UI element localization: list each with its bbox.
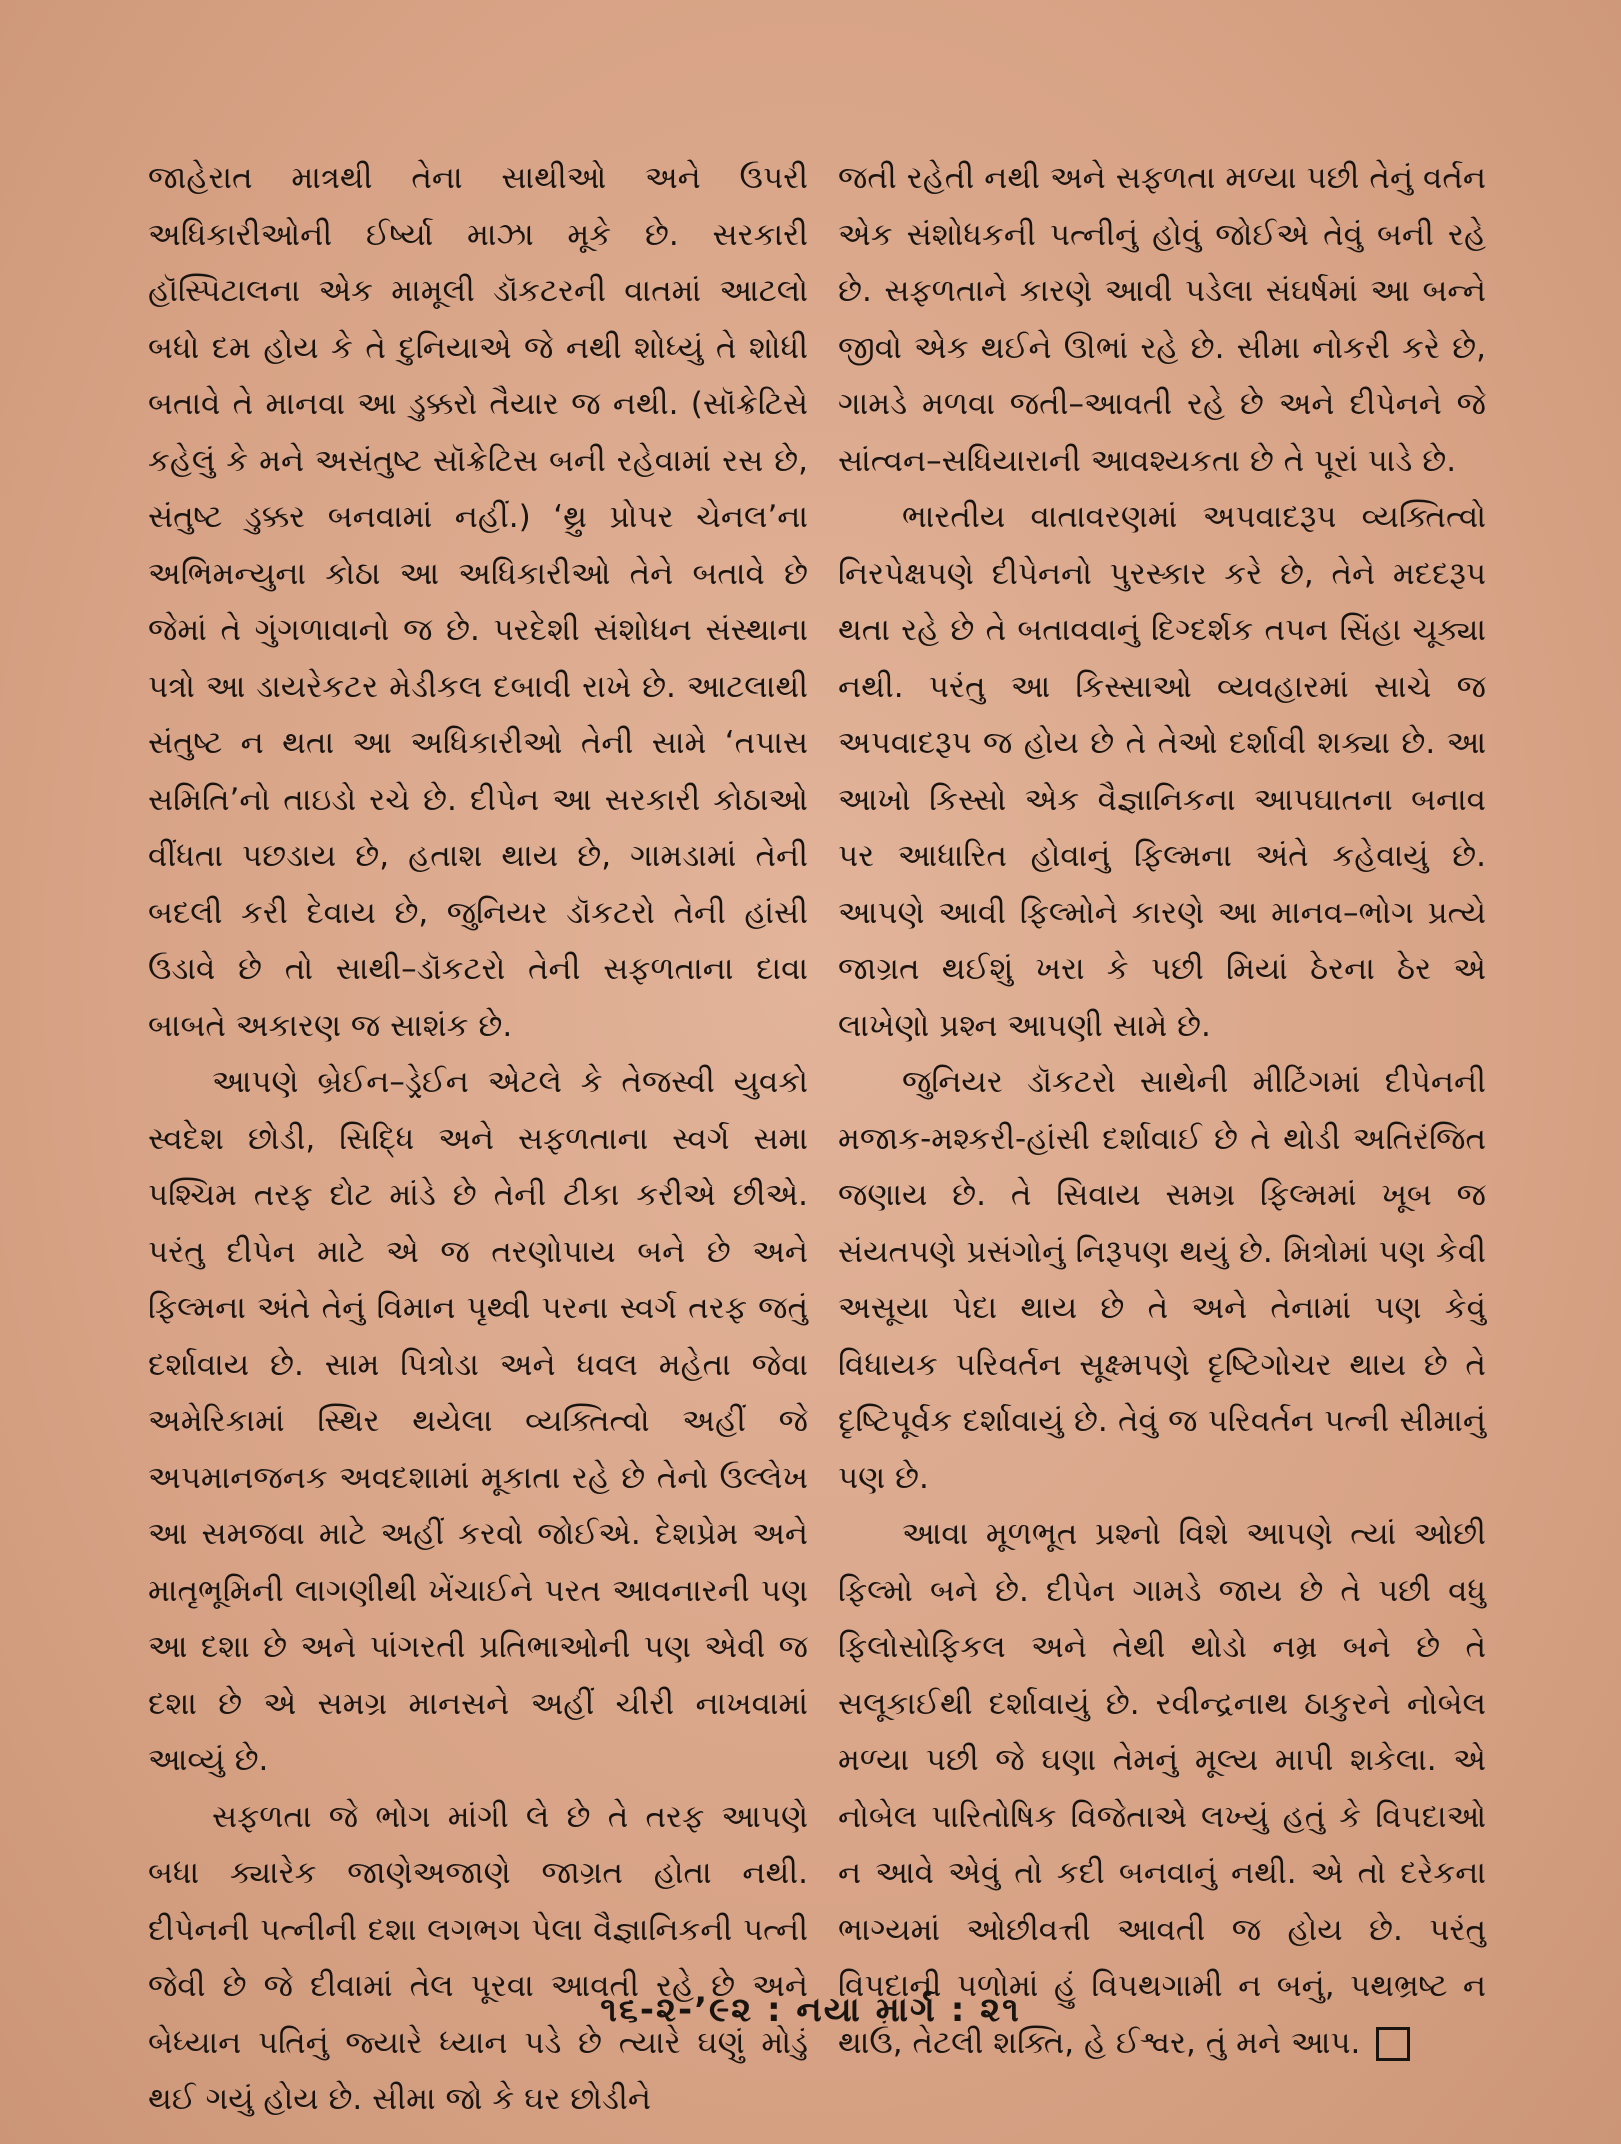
paragraph: આપણે બ્રેઈન–ડ્રેઈન એટલે કે તેજસ્વી યુવકો સ્વદેશ છોડી, સિદ્ધિ અને સફળતાના સ્વર્ગ સમા પશ્ચિમ તરફ દોટ માંડે છે તેની ટીકા કરીએ છીએ. પરંતુ દીપેન માટે એ જ તરણોપાય બને છે અને ફિલ્મના અંતે તેનું વિમાન પૃથ્વી પરના સ્વર્ગ તરફ જતું દર્શાવાય છે. સામ પિત્રોડા અને ધવલ મહેતા જેવા અમેરિકામાં સ્થિર થયેલા વ્યક્તિત્વો અહીં જે અપમાનજનક અવદશામાં મૂકાતા રહે છે તેનો ઉલ્લેખ આ સમજવા માટે અહીં કરવો જોઈએ. દેશપ્રેમ અને માતૃભૂમિની લાગણીથી ખેંચાઈને પરત આવનારની પણ આ દશા છે અને પાંગરતી પ્રતિભાઓની પણ એવી જ દશા છે એ સમગ્ર માનસને અહીં ચીરી નાખવામાં આવ્યું છે.	[148, 1064, 808, 1778]
paragraph: જુનિયર ડૉકટરો સાથેની મીટિંગમાં દીપેનની મજાક-મશ્કરી-હાંસી દર્શાવાઈ છે તે થોડી અતિરંજિત જણાય છે. તે સિવાય સમગ્ર ફિલ્મમાં ખૂબ જ સંયતપણે પ્રસંગોનું નિરૂપણ થયું છે. મિત્રોમાં પણ કેવી અસૂયા પેદા થાય છે તે અને તેનામાં પણ કેવું વિધાયક પરિવર્તન સૂક્ષ્મપણે દૃષ્ટિગોચર થાય છે તે દૃષ્ટિપૂર્વક દર્શાવાયું છે. તેવું જ પરિવર્તન પત્ની સીમાનું પણ છે.	[838, 1064, 1486, 1496]
paragraph-text: આવા મૂળભૂત પ્રશ્નો વિશે આપણે ત્યાં ઓછી ફિલ્મો બને છે. દીપેન ગામડે જાય છે તે પછી વધુ ફિલોસોફિકલ અને તેથી થોડો નમ્ર બને છે તે સલૂકાઈથી દર્શાવાયું છે. રવીન્દ્રનાથ ઠાકુરને નોબેલ મળ્યા પછી જે ઘણા તેમનું મૂલ્ય માપી શકેલા. એ નોબેલ પારિતોષિક વિજેતાએ લખ્યું હતું કે વિપદાઓ ન આવે એવું તો કદી બનવાનું નથી. એ તો દરેકના ભાગ્યમાં ઓછીવત્તી આવતી જ હોય છે. પરંતુ વિપદાની પળોમાં હું વિપથગામી ન બનું, પથભ્રષ્ટ ન થાઉં, તેટલી શક્તિ, હે ઈશ્વર, તું મને આપ.	[838, 1516, 1486, 2061]
paragraph: સફળતા જે ભોગ માંગી લે છે તે તરફ આપણે બધા ક્યારેક જાણેઅજાણે જાગ્રત હોતા નથી. દીપેનની પત્નીની દશા લગભગ પેલા વૈજ્ઞાનિકની પત્ની જેવી છે જે દીવામાં તેલ પૂરવા આવતી રહે છે અને બેધ્યાન પતિનું જ્યારે ધ્યાન પડે છે ત્યારે ઘણું મોડું થઈ ગયું હોય છે. સીમા જો કે ઘર છોડીને	[148, 1798, 808, 2117]
end-mark-icon	[1376, 2027, 1410, 2061]
paragraph: ભારતીય વાતાવરણમાં અપવાદરૂપ વ્યક્તિત્વો નિરપેક્ષપણે દીપેનનો પુરસ્કાર કરે છે, તેને મદદરૂપ થતા રહે છે તે બતાવવાનું દિગ્દર્શક તપન સિંહા ચૂક્યા નથી. પરંતુ આ કિસ્સાઓ વ્યવહારમાં સાચે જ અપવાદરૂપ જ હોય છે તે તેઓ દર્શાવી શક્યા છે. આ આખો કિસ્સો એક વૈજ્ઞાનિકના આપઘાતના બનાવ પર આધારિત હોવાનું ફિલ્મના અંતે કહેવાયું છે. આપણે આવી ફિલ્મોને કારણે આ માનવ–ભોગ પ્રત્યે જાગ્રત થઈશું ખરા કે પછી મિયાં ઠેરના ઠેર એ લાખેણો પ્રશ્ન આપણી સામે છે.	[838, 499, 1486, 1044]
page-footer: ૧૬-૨-’૯૨ : નયા માર્ગ : ૨૧	[600, 1990, 1021, 2030]
paragraph: જતી રહેતી નથી અને સફળતા મળ્યા પછી તેનું વર્તન એક સંશોધકની પત્નીનું હોવું જોઈએ તેવું બની રહે છે. સફળતાને કારણે આવી પડેલા સંઘર્ષમાં આ બન્ને જીવો એક થઈને ઊભાં રહે છે. સીમા નોકરી કરે છે, ગામડે મળવા જતી–આવતી રહે છે અને દીપેનને જે સાંત્વન–સધિયારાની આવશ્યકતા છે તે પૂરાં પાડે છે.	[838, 160, 1486, 479]
paragraph: જાહેરાત માત્રથી તેના સાથીઓ અને ઉપરી અધિકારીઓની ઈર્ષ્યા માઝા મૂકે છે. સરકારી હૉસ્પિટાલના એક મામૂલી ડૉકટરની વાતમાં આટલો બધો દમ હોય કે તે દુનિયાએ જે નથી શોધ્યું તે શોધી બતાવે તે માનવા આ ડુક્કરો તૈયાર જ નથી. (સૉક્રેટિસે કહેલું કે મને અસંતુષ્ટ સૉક્રેટિસ બની રહેવામાં રસ છે, સંતુષ્ટ ડુક્કર બનવામાં નહીં.) ‘થ્રુ પ્રોપર ચેનલ’ના અભિમન્યુના કોઠા આ અધિકારીઓ તેને બતાવે છે જેમાં તે ગુંગળાવાનો જ છે. પરદેશી સંશોધન સંસ્થાના પત્રો આ ડાયરેકટર મેડીકલ દબાવી રાખે છે. આટલાથી સંતુષ્ટ ન થતા આ અધિકારીઓ તેની સામે ‘તપાસ સમિતિ’નો તાઇડો રચે છે. દીપેન આ સરકારી કોઠાઓ વીંધતા પછડાય છે, હતાશ થાય છે, ગામડામાં તેની બદલી કરી દેવાય છે, જુનિયર ડૉકટરો તેની હાંસી ઉડાવે છે તો સાથી–ડૉકટરો તેની સફળતાના દાવા બાબતે અકારણ જ સાશંક છે.	[148, 160, 808, 1044]
right-column	[838, 150, 1486, 2071]
paragraph	[838, 1506, 1486, 2071]
left-column	[148, 150, 808, 2128]
